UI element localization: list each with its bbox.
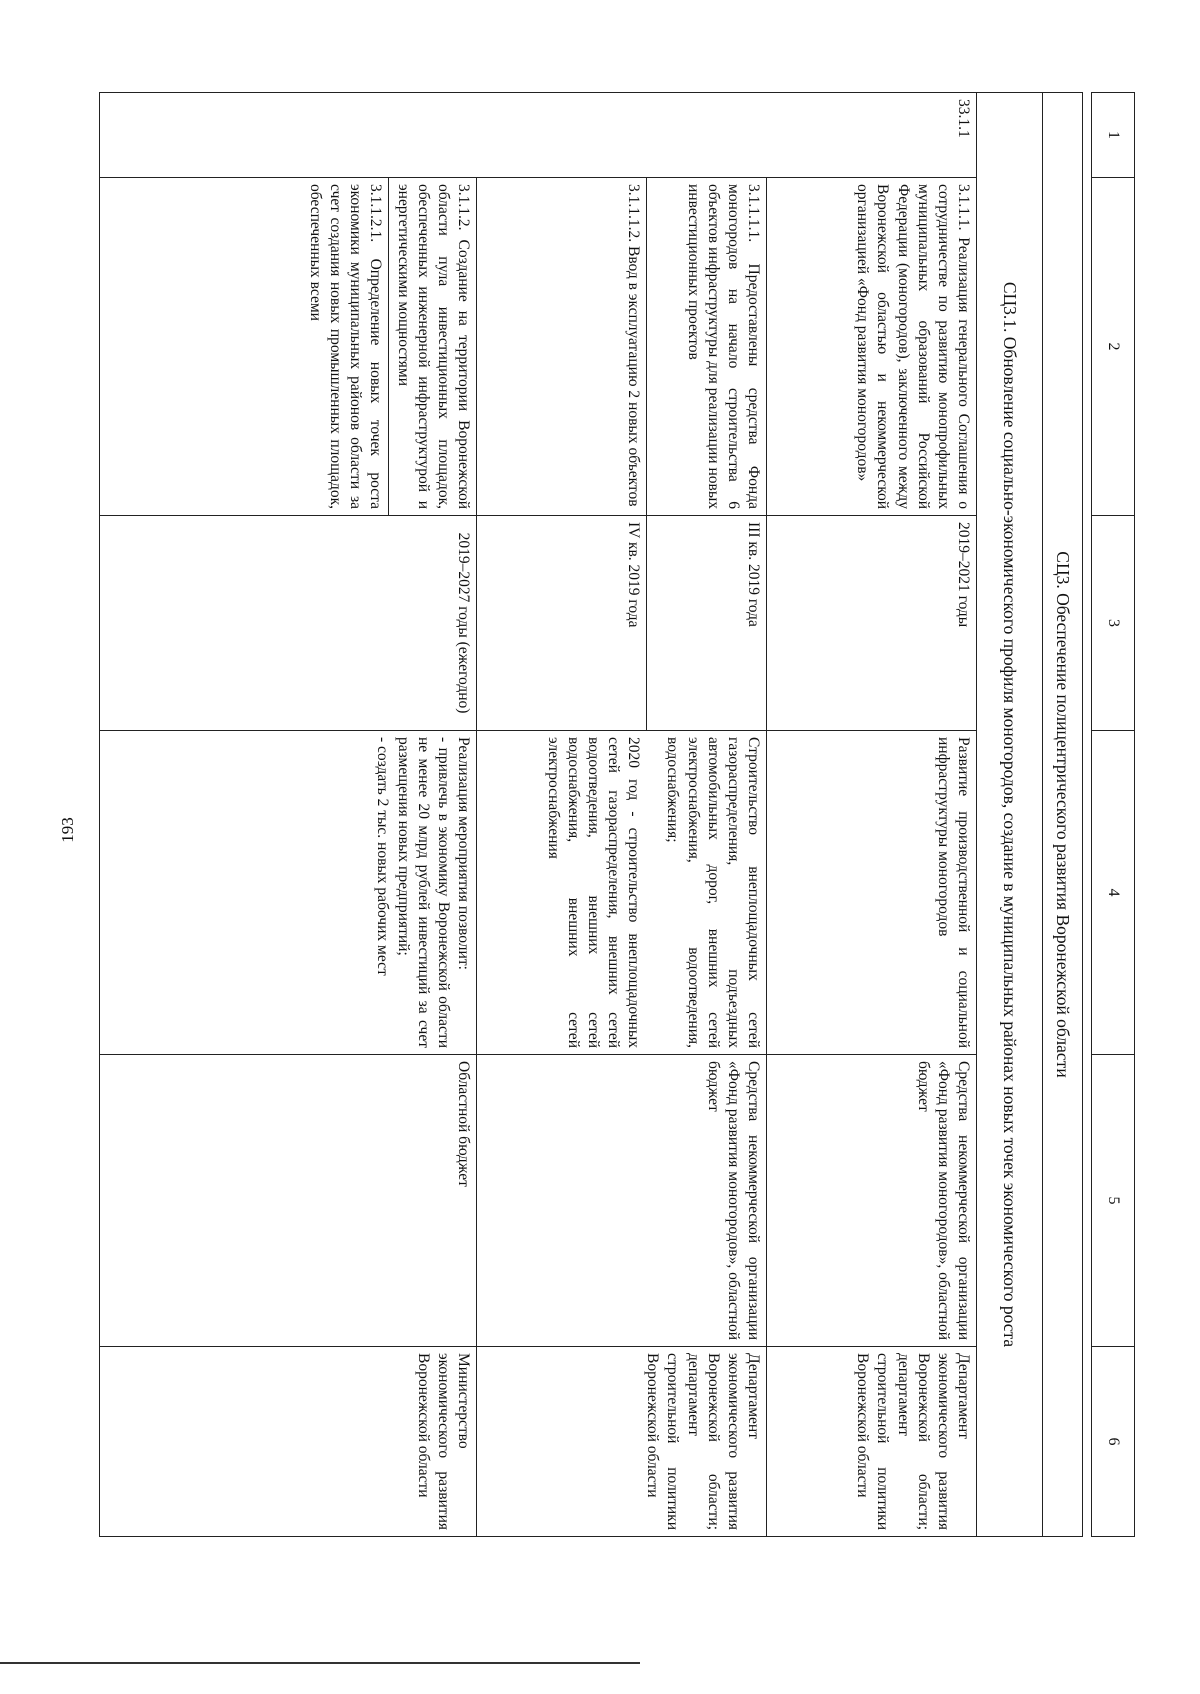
col-header-5: 5 <box>1092 1055 1135 1347</box>
subsection-title: СЦ3.1. Обновление социально-экономического профиля моногородов, создание в муниципальных районах новых точек экономического роста <box>977 93 1043 1537</box>
r2-responsible: Департамент экономического развития Воронежской области; департамент строительной политики Воронежской области <box>477 1347 767 1537</box>
r4-result <box>100 731 477 1055</box>
section-title: СЦ3. Обеспечение полицентрического развития Воронежской области <box>1043 93 1083 1537</box>
header-row <box>1092 93 1135 1537</box>
r1-result: Развитие производственной и социальной инфраструктуры моногородов <box>767 731 977 1055</box>
table-row <box>767 93 977 1537</box>
r2-source: Средства некоммерческой организации «Фонд развития моногородов», областной бюджет <box>477 1055 767 1347</box>
rotated-table-container <box>99 92 1135 1536</box>
r2-result: Строительство внеплощадочных сетей газораспределения, подъездных автомобильных дорог, внешних сетей электроснабжения, водоотведения, водоснабжения; <box>647 731 767 1055</box>
r4-result-item-2: - создать 2 тыс. новых рабочих мест <box>374 737 392 976</box>
plan-table <box>99 92 1135 1537</box>
r3-result: 2020 год - строительство внеплощадочных сетей газораспределения, внешних сетей водоотведения, внешних сетей водоснабжения, внешних сетей электроснабжения <box>477 731 647 1055</box>
r2-measure: 3.1.1.1.1. Предоставлены средства Фонда моногородов на начало строительства 6 объектов инфраструктуры для реализации новых инвестиционных проектов <box>647 178 767 516</box>
r1-responsible: Департамент экономического развития Воронежской области; департамент строительной политики Воронежской области <box>767 1347 977 1537</box>
r1-term: 2019–2021 годы <box>767 516 977 731</box>
r5-measure: 3.1.1.2.1. Определение новых точек роста экономики муниципальных районов области за счет создания новых промышленных площадок, обеспеченных всеми <box>100 178 389 516</box>
r4-term: 2019–2027 годы (ежегодно) <box>100 516 477 731</box>
col-header-6: 6 <box>1092 1347 1135 1537</box>
r2-term: III кв. 2019 года <box>647 516 767 731</box>
r3-term: IV кв. 2019 года <box>477 516 647 731</box>
footer-divider <box>0 1662 640 1664</box>
col-header-2: 2 <box>1092 178 1135 516</box>
table-row <box>389 93 477 1537</box>
r1-measure: 3.1.1.1. Реализация генерального Соглашения о сотрудничестве по развитию монопрофильных муниципальных образований Российской Федерации (моногородов), заключенного между Воронежской областью и некоммерческой организацией «Фонд развития моногородов» <box>767 178 977 516</box>
row-code: 33.1.1 <box>100 93 977 178</box>
col-header-3: 3 <box>1092 516 1135 731</box>
col-header-4: 4 <box>1092 731 1135 1055</box>
r4-responsible: Министерство экономического развития Воронежской области <box>100 1347 477 1537</box>
r4-measure: 3.1.1.2. Создание на территории Воронежской области пула инвестиционных площадок, обеспеченных инженерной инфраструктурой и энергетическими мощностями <box>389 178 477 516</box>
col-header-1: 1 <box>1092 93 1135 178</box>
r4-source: Областной бюджет <box>100 1055 477 1347</box>
r1-source: Средства некоммерческой организации «Фонд развития моногородов», областной бюджет <box>767 1055 977 1347</box>
subsection-row <box>977 93 1043 1537</box>
spacer-row <box>1083 93 1092 1537</box>
table-row <box>647 93 767 1537</box>
section-row <box>1043 93 1083 1537</box>
r4-result-item-1: - привлечь в экономику Воронежской области не менее 20 млрд рублей инвестиций за счет размещения новых предприятий; <box>394 737 452 1048</box>
r3-measure: 3.1.1.1.2. Ввод в эксплуатацию 2 новых объектов <box>477 178 647 516</box>
page-number: 193 <box>58 817 77 843</box>
r4-result-intro: Реализация мероприятия позволит: <box>455 737 472 970</box>
